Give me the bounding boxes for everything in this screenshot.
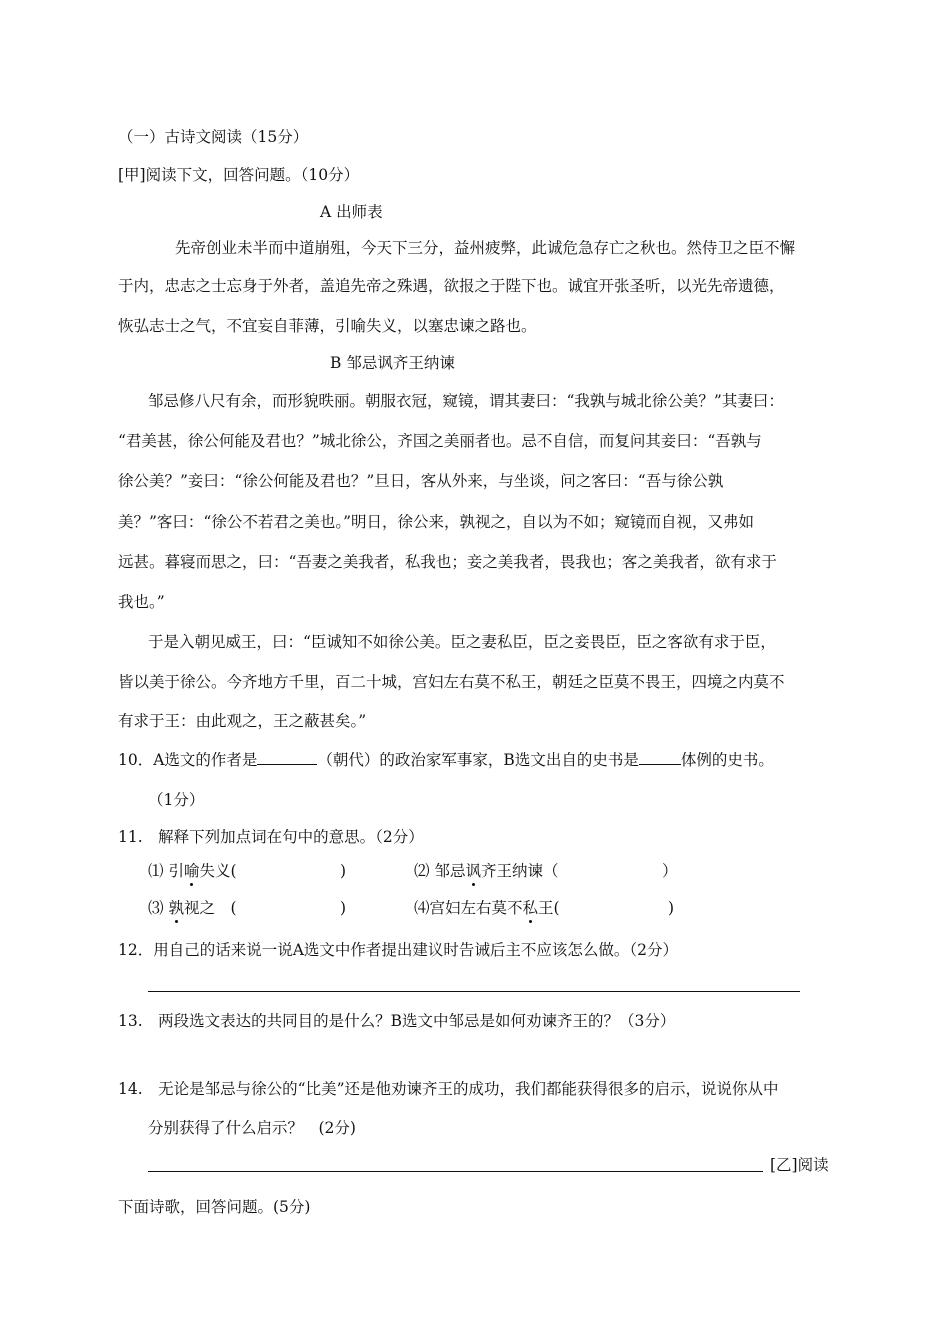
q11-item-number: ⑵ (414, 862, 430, 880)
q11-dotted-word: 私 (522, 899, 539, 917)
q11-item-text: 齐王纳谏（ (480, 862, 559, 880)
part-b-intro-tail: [乙]阅读 (770, 1156, 829, 1174)
q11-item-text: 邹忌 (434, 862, 466, 880)
q11-item-1 (148, 860, 237, 882)
question-13: 13. 两段选文表达的共同目的是什么？B选文中邹忌是如何劝谏齐王的？（3分） (118, 1012, 676, 1030)
q11-item-text: 王( (538, 899, 560, 917)
question-12: 12．用自己的话来说一说A选文中作者提出建议时告诫后主不应该怎么做。（2分） (118, 941, 679, 959)
text-b-line: “君美甚，徐公何能及君也？”城北徐公，齐国之美丽者也。忌不自信，而复问其妾曰：“吾孰与 (118, 432, 762, 450)
text-b-line: 远甚。暮寝而思之，曰：“吾妻之美我者，私我也；妾之美我者，畏我也；客之美我者，欲有求于 (118, 553, 777, 571)
q11-item-2 (414, 860, 559, 882)
q10-blank-style[interactable] (639, 748, 681, 765)
text-b-line: 邹忌修八尺有余，而形貌昳丽。朝服衣冠，窥镜，谓其妻曰：“我孰与城北徐公美？”其妻曰： (148, 392, 784, 410)
text-b-line: 我也。” (118, 593, 165, 611)
text-b-line: 有求于王：由此观之，王之蔽甚矣。” (118, 712, 367, 730)
part-b-intro: 下面诗歌，回答问题。(5分) (118, 1198, 311, 1216)
q11-item-3 (148, 897, 237, 919)
section-title: （一）古诗文阅读（15分） (118, 128, 309, 146)
q11-dotted-word: 喻 (183, 862, 200, 880)
q11-item-4-close: ) (668, 899, 675, 917)
q11-dotted-word: 讽 (465, 862, 481, 880)
text-b-line: 徐公美？”妾曰：“徐公何能及君也？”旦日，客从外来，与坐谈，问之客曰：“吾与徐公孰 (118, 472, 724, 490)
q11-item-1-close: ) (340, 862, 347, 880)
question-10 (118, 748, 774, 771)
question-14-line2: 分别获得了什么启示？ (2分) (148, 1119, 356, 1137)
question-14-line1: 14. 无论是邹忌与徐公的“比美”还是他劝谏齐王的成功，我们都能获得很多的启示，说说你从中 (118, 1080, 779, 1098)
q12-answer-line[interactable] (148, 991, 800, 992)
text-b-line: 皆以美于徐公。今齐地方千里，百二十城，宫妇左右莫不私王，朝廷之臣莫不畏王，四境之内莫不 (118, 673, 785, 691)
question-11-stem: 11. 解释下列加点词在句中的意思。（2分） (118, 828, 424, 846)
text-a-title: A 出师表 (320, 203, 383, 221)
q11-item-text: 引 (168, 862, 184, 880)
part-a-intro: [甲]阅读下文，回答问题。（10分） (118, 166, 360, 184)
q11-item-text: 宫妇左右莫不 (429, 899, 523, 917)
text-a-line: 于内，忠志之士忘身于外者，盖追先帝之殊遇，欲报之于陛下也。诚宜开张圣听，以光先帝遗德， (118, 277, 785, 295)
text-b-line: 于是入朝见威王，曰：“臣诚知不如徐公美。臣之妻私臣，臣之妾畏臣，臣之客欲有求于臣， (148, 633, 776, 651)
q10-part3: 体例的史书。 (680, 751, 774, 769)
q10-score: （1分） (148, 791, 205, 809)
q11-item-number: ⑶ (148, 899, 164, 917)
q10-blank-dynasty[interactable] (257, 748, 317, 765)
q10-part2: （朝代）的政治家军事家，B选文出自的史书是 (317, 751, 639, 769)
q11-item-text: 失义( (199, 862, 237, 880)
q11-item-4 (414, 897, 560, 919)
q11-item-text: 视之 ( (183, 899, 237, 917)
text-b-line: 美？”客曰：“徐公不若君之美也。”明日，徐公来，孰视之，自以为不如；窥镜而自视，又弗如 (118, 513, 755, 531)
text-b-title: B 邹忌讽齐王纳谏 (330, 354, 455, 372)
q10-part1: 10．A选文的作者是 (118, 751, 258, 769)
q11-dotted-word: 孰 (168, 899, 184, 917)
q11-item-number: ⑴ (148, 862, 164, 880)
text-a-line: 先帝创业未半而中道崩殂，今天下三分，益州疲弊，此诚危急存亡之秋也。然侍卫之臣不懈 (175, 239, 796, 257)
q11-item-3-close: ) (340, 899, 347, 917)
q11-item-2-close: ） (662, 862, 678, 880)
text-a-line: 恢弘志士之气，不宜妄自菲薄，引喻失义，以塞忠谏之路也。 (118, 317, 537, 335)
q14-answer-line[interactable] (148, 1171, 763, 1172)
q11-item-number: ⑷ (414, 899, 430, 917)
